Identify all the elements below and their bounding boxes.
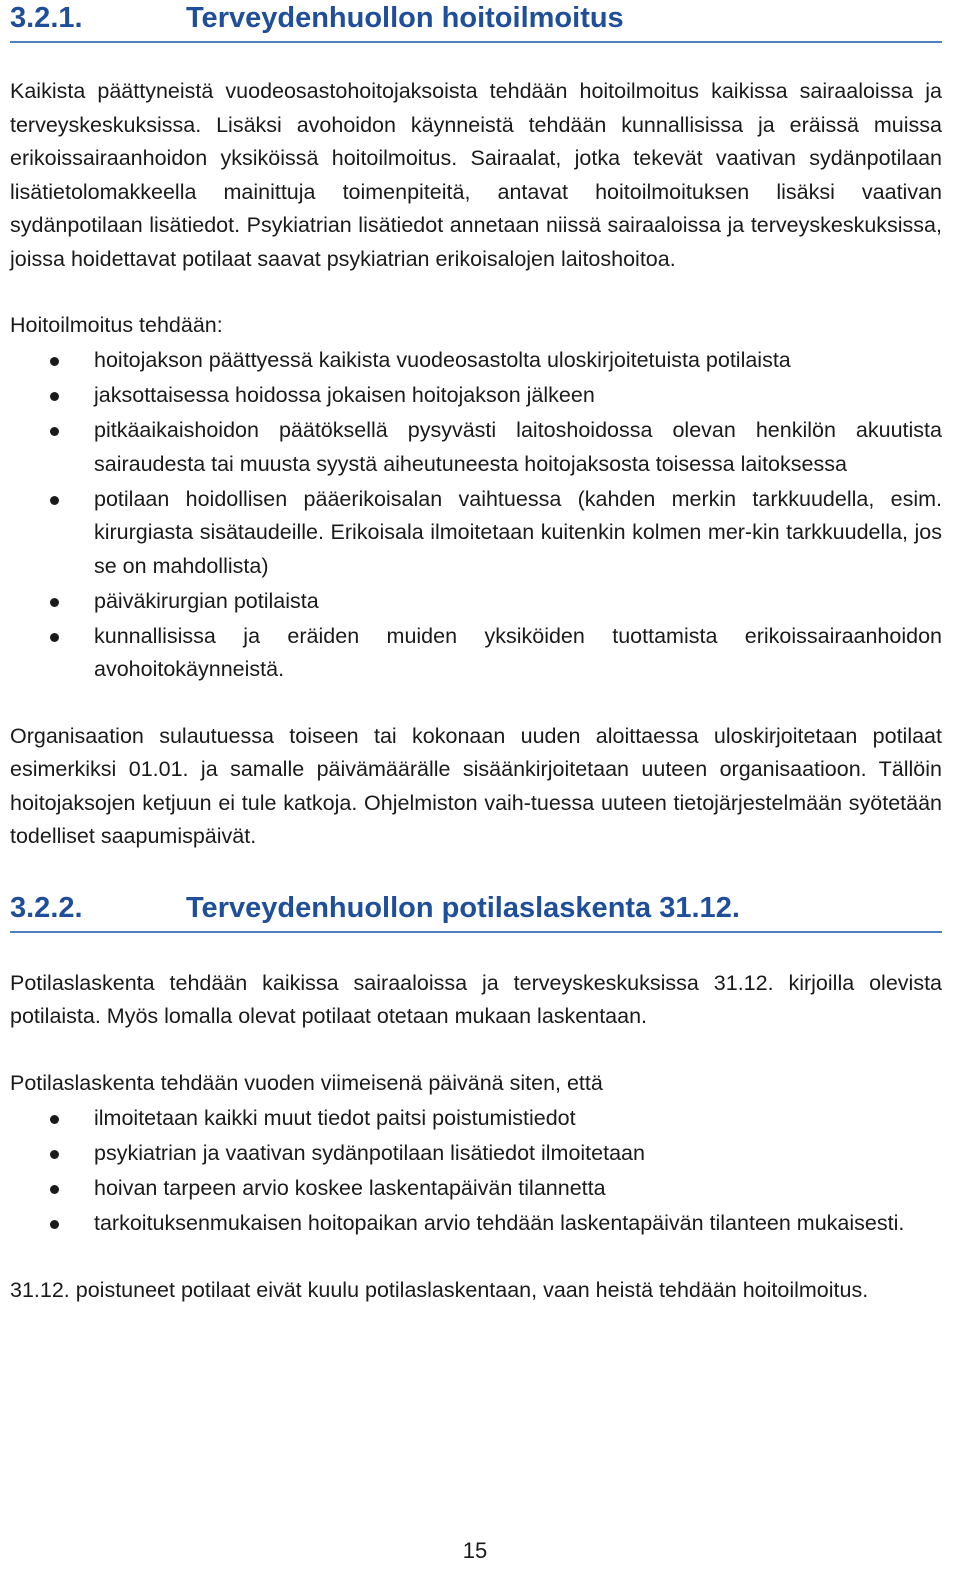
- list-item: jaksottaisessa hoidossa jokaisen hoitojakson jälkeen: [10, 379, 942, 413]
- bullet-icon: [50, 357, 59, 366]
- page-number: 15: [462, 1538, 488, 1563]
- list-item: hoitojakson päättyessä kaikista vuodeosastolta uloskirjoitetuista potilaista: [10, 344, 942, 378]
- list-item: psykiatrian ja vaativan sydänpotilaan lisätiedot ilmoitetaan: [10, 1137, 942, 1171]
- list-item: kunnallisissa ja eräiden muiden yksiköiden tuottamista erikoissairaanhoidon avohoitokäynneistä.: [10, 620, 942, 687]
- bullet-list: [10, 344, 942, 687]
- bullet-icon: [50, 1220, 59, 1229]
- section-title: Terveydenhuollon potilaslaskenta 31.12.: [186, 891, 740, 924]
- list-intro: Hoitoilmoitus tehdään:: [10, 313, 223, 337]
- paragraph: Kaikista päättyneistä vuodeosastohoitojaksoista tehdään hoitoilmoitus kaikissa sairaaloissa ja terveyskeskuksissa. Lisäksi avohoidon käynneistä tehdään kunnallisissa ja eräissä muissa erikoissairaanhoidon yksiköissä hoitoilmoitus. Sairaalat, jotka tekevät vaativan sydänpotilaan lisätietolomakkeella mainittuja toimenpiteitä, antavat hoitoilmoituksen lisäksi vaativan sydänpotilaan lisätiedot. Psykiatrian lisätiedot annetaan niissä sairaaloissa ja terveyskeskuksissa, joissa hoidettavat potilaat saavat psykiatrian erikoisalojen laitoshoitoa.: [10, 79, 942, 271]
- section-heading: [10, 892, 942, 933]
- section-number: 3.2.2.: [10, 891, 83, 924]
- list-item: tarkoituksenmukaisen hoitopaikan arvio tehdään laskentapäivän tilanteen mukaisesti.: [10, 1207, 942, 1241]
- paragraph: Potilaslaskenta tehdään kaikissa sairaaloissa ja terveyskeskuksissa 31.12. kirjoilla olevista potilaista. Myös lomalla olevat potilaat otetaan mukaan laskentaan.: [10, 970, 942, 1028]
- paragraph: Organisaation sulautuessa toiseen tai kokonaan uuden aloittaessa uloskirjoitetaan potilaat esimerkiksi 01.01. ja samalle päivämäärälle sisäänkirjoitetaan uuteen organisaatioon. Tällöin hoitojaksojen ketjuun ei tule katkoja. Ohjelmiston vaih-tuessa uuteen tietojärjestelmään syötetään todelliset saapumispäivät.: [10, 723, 942, 848]
- section-title: Terveydenhuollon hoitoilmoitus: [186, 2, 624, 34]
- section-heading: [10, 2, 942, 43]
- list-item: potilaan hoidollisen pääerikoisalan vaihtuessa (kahden merkin tarkkuudella, esim. kirurgiasta sisätaudeille. Erikoisala ilmoitetaan kuitenkin kolmen mer-kin tarkkuudella, jos se on mahdollista): [10, 483, 942, 584]
- bullet-icon: [50, 598, 59, 607]
- section-number: 3.2.1.: [10, 2, 83, 34]
- list-item: päiväkirurgian potilaista: [10, 585, 942, 619]
- bullet-icon: [50, 392, 59, 401]
- list-item: hoivan tarpeen arvio koskee laskentapäivän tilannetta: [10, 1172, 942, 1206]
- bullet-list: [10, 1102, 942, 1241]
- list-item: ilmoitetaan kaikki muut tiedot paitsi poistumistiedot: [10, 1102, 942, 1136]
- bullet-icon: [50, 1115, 59, 1124]
- document-page: [10, 0, 942, 1308]
- list-item: pitkäaikaishoidon päätöksellä pysyvästi laitoshoidossa olevan henkilön akuutista sairaudesta tai muusta syystä aiheutuneesta hoitojaksosta toisessa laitoksessa: [10, 414, 942, 481]
- bullet-icon: [50, 427, 59, 436]
- list-intro: Potilaslaskenta tehdään vuoden viimeisenä päivänä siten, että: [10, 1070, 603, 1095]
- bullet-icon: [50, 496, 59, 505]
- bullet-icon: [50, 633, 59, 642]
- bullet-icon: [50, 1150, 59, 1159]
- paragraph: 31.12. poistuneet potilaat eivät kuulu potilaslaskentaan, vaan heistä tehdään hoitoilmoitus.: [10, 1278, 869, 1302]
- bullet-icon: [50, 1185, 59, 1194]
